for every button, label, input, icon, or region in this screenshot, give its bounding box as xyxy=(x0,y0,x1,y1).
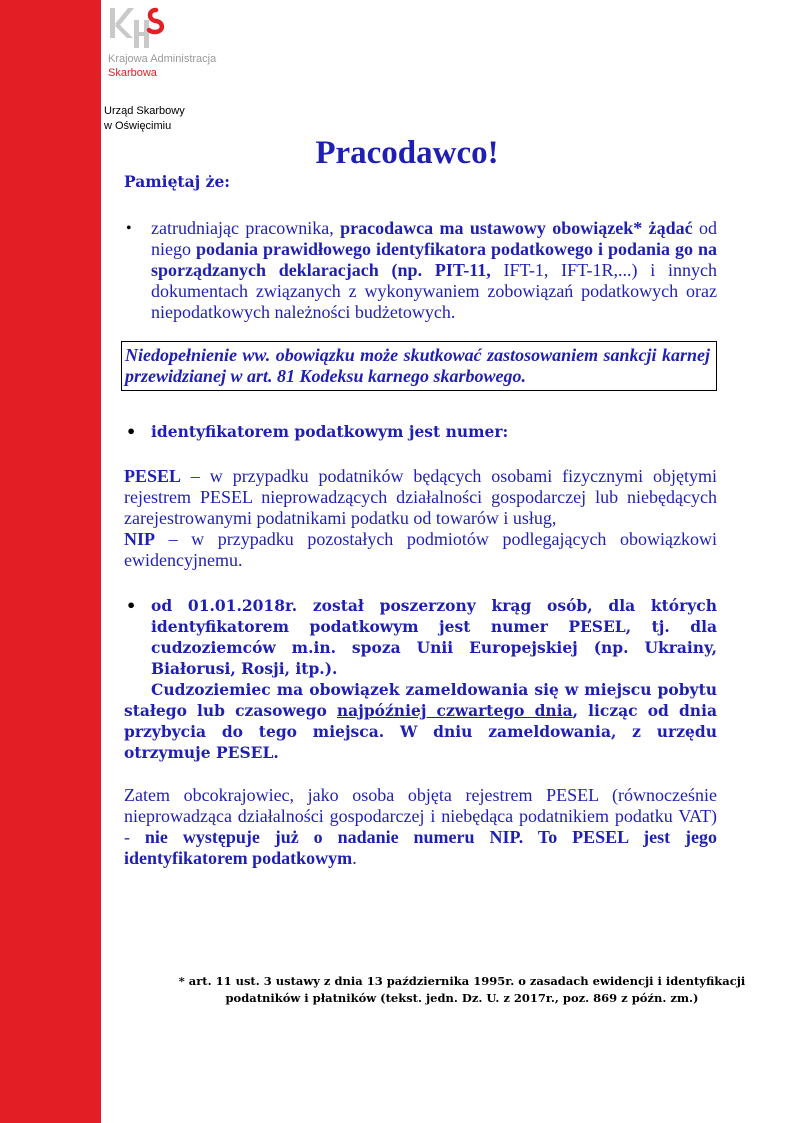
pesel-paragraph xyxy=(124,466,717,529)
issuing-office xyxy=(104,104,185,134)
logo-text-line2: Skarbowa xyxy=(108,67,157,79)
page-title: Pracodawco! xyxy=(315,135,499,171)
footnote-line2: podatników i płatników (tekst. jedn. Dz. U. z 2017r., poz. 869 z późn. zm.) xyxy=(225,991,699,1005)
bullet1-text1: zatrudniając pracownika, xyxy=(151,218,341,238)
bullet-tax-identifier xyxy=(124,421,717,442)
bullet1-bold1: pracodawca ma ustawowy obowiązek* żądać xyxy=(340,218,693,238)
foreigner-registration-paragraph xyxy=(124,679,717,763)
main-content xyxy=(124,168,717,869)
zatem-text1: Zatem obcokrajowiec, jako osoba objęta rejestrem PESEL (równocześnie nieprowadząca działalności gospodarczej i niebędąca podatnikiem podatku VAT) - xyxy=(124,785,717,847)
footnote-line1: * art. 11 ust. 3 ustawy z dnia 13 października 1995r. o zasadach ewidencji i identyfikacji xyxy=(178,974,746,988)
kas-logo-mark xyxy=(108,4,170,50)
bullet1-bold2: podania prawidłowego identyfikatora podatkowego i podania go na sporządzanych deklaracjach (np. PIT-11, xyxy=(151,239,717,280)
bullet-dot: • xyxy=(126,596,137,615)
bullet1-text3: IFT-1, IFT-1R,...) i innych dokumentach związanych z wykonywaniem zobowiązań podatkowych oraz niepodatkowych należności budżetowych. xyxy=(151,260,717,322)
nip-paragraph xyxy=(124,529,717,571)
nip-text: – w przypadku pozostałych podmiotów podlegających obowiązkowi ewidencyjnemu. xyxy=(124,529,717,570)
foreigner-text1: Cudzoziemiec ma obowiązek zameldowania się w miejscu pobytu stałego lub czasowego xyxy=(124,680,717,720)
office-line1: Urząd Skarbowy xyxy=(104,105,185,117)
foreigner-text2: , licząc od dnia przybycia do tego miejsca. W dniu zameldowania, z urzędu otrzymuje PESEL. xyxy=(124,701,717,762)
remember-heading: Pamiętaj że: xyxy=(124,172,231,191)
bullet3-text: od 01.01.2018r. został poszerzony krąg osób, dla których identyfikatorem podatkowym jest numer PESEL, tj. dla cudzoziemców m.in. spoza Unii Europejskiej (np. Ukrainy, Białorusi, Rosji, itp.). xyxy=(151,596,717,678)
kas-logo xyxy=(108,4,248,80)
office-line2: w Oświęcimiu xyxy=(104,120,172,132)
bullet-employer-obligation xyxy=(124,218,717,323)
bullet-pesel-foreigners xyxy=(124,595,717,679)
conclusion-paragraph xyxy=(124,785,717,869)
nip-label: NIP xyxy=(124,529,155,549)
legal-footnote xyxy=(101,973,793,1007)
red-side-stripe xyxy=(0,0,101,1123)
bullet1-text2: od niego xyxy=(151,218,718,259)
foreigner-deadline: najpóźniej czwartego dnia xyxy=(336,701,573,720)
bullet2-text: identyfikatorem podatkowym jest numer: xyxy=(151,422,509,441)
pesel-text: – w przypadku podatników będących osobami fizycznymi objętymi rejestrem PESEL nieprowadzących działalności gospodarczej lub niebędących zarejestrowanymi podatnikami podatku od towarów i usług, xyxy=(124,466,717,528)
pesel-label: PESEL xyxy=(124,466,182,486)
bullet-dot: • xyxy=(126,422,137,441)
zatem-text2: . xyxy=(352,848,357,868)
zatem-bold: nie występuje już o nadanie numeru NIP. To PESEL jest jego identyfikatorem podatkowym xyxy=(124,827,717,868)
bullet-dot: • xyxy=(126,220,132,237)
sanction-warning-box: Niedopełnienie ww. obowiązku może skutkować zastosowaniem sankcji karnej przewidzianej w art. 81 Kodeksu karnego skarbowego. xyxy=(121,341,717,391)
logo-text-line1: Krajowa Administracja xyxy=(108,53,217,65)
